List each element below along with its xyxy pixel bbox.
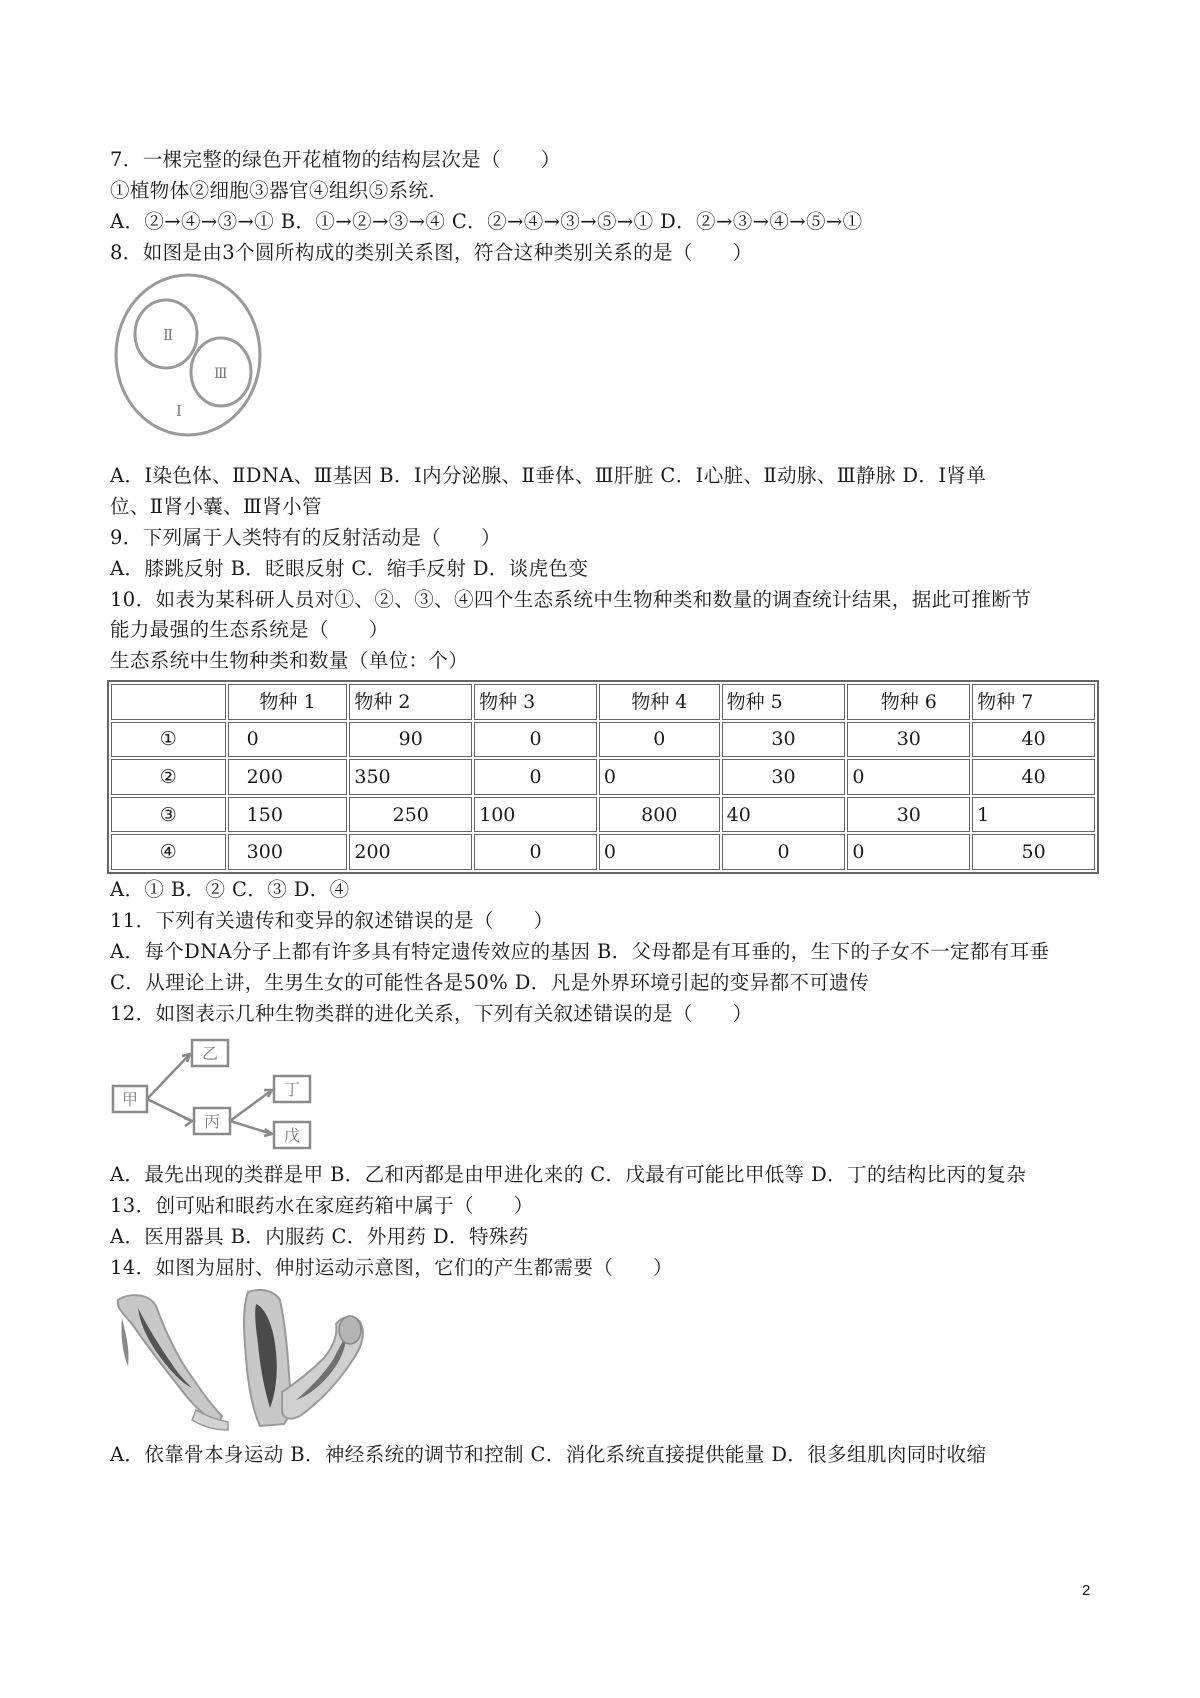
- table-cell: 30: [722, 759, 846, 795]
- q11-stem: 11．下列有关遗传和变异的叙述错误的是（ ）: [110, 909, 554, 932]
- page-number: 2: [1082, 1582, 1091, 1599]
- header-cell: 物种 5: [722, 684, 846, 720]
- table-cell: 0: [599, 759, 720, 795]
- table-row: [111, 722, 1095, 758]
- header-cell: 物种 1: [228, 684, 348, 720]
- table-cell: 0: [847, 834, 970, 870]
- table-cell: 0: [474, 834, 597, 870]
- q12-stem: 12．如图表示几种生物类群的进化关系，下列有关叙述错误的是（ ）: [110, 1002, 753, 1025]
- table-cell: 200: [228, 759, 348, 795]
- species-table: [107, 680, 1099, 874]
- table-cell: 90: [349, 722, 472, 758]
- table-row: [111, 759, 1095, 795]
- table-cell: 40: [972, 759, 1095, 795]
- node-jia: 甲: [121, 1090, 139, 1109]
- table-cell: ②: [111, 759, 226, 795]
- q13-options: A．医用器具 B．内服药 C．外用药 D．特殊药: [110, 1225, 529, 1248]
- table-cell: 30: [722, 722, 846, 758]
- table-cell: 150: [228, 797, 348, 833]
- table-cell: ③: [111, 797, 226, 833]
- header-cell: 物种 7: [972, 684, 1095, 720]
- q9-stem: 9．下列属于人类特有的反射活动是（ ）: [110, 526, 501, 549]
- table-cell: 0: [722, 834, 846, 870]
- node-bing: 丙: [203, 1112, 221, 1131]
- q12-options: A．最先出现的类群是甲 B．乙和丙都是由甲进化来的 C．戊最有可能比甲低等 D．丁的结构比丙的复杂: [110, 1163, 1027, 1186]
- table-cell: 350: [349, 759, 472, 795]
- table-cell: ④: [111, 834, 226, 870]
- table-row: [111, 834, 1095, 870]
- table-header-row: [111, 684, 1095, 720]
- table-caption: 生态系统中生物种类和数量（单位：个）: [110, 649, 469, 672]
- node-ding: 丁: [283, 1080, 301, 1099]
- circle-outer: [116, 275, 260, 435]
- q9-options: A．膝跳反射 B．眨眼反射 C．缩手反射 D．谈虎色变: [110, 557, 589, 580]
- q7-stem: 7．一棵完整的绿色开花植物的结构层次是（ ）: [110, 148, 561, 171]
- header-cell: [111, 684, 226, 720]
- header-cell: 物种 2: [349, 684, 472, 720]
- node-wu: 戊: [283, 1126, 301, 1145]
- q10-options: A．① B．② C．③ D．④: [110, 878, 350, 901]
- header-cell: 物种 3: [474, 684, 597, 720]
- q8-options-line1: A．Ⅰ染色体、ⅡDNA、Ⅲ基因 B．Ⅰ内分泌腺、Ⅱ垂体、Ⅲ肝脏 C．Ⅰ心脏、Ⅱ动脉、Ⅲ静脉 D．Ⅰ肾单: [110, 464, 987, 487]
- table-row: [111, 797, 1095, 833]
- q10-stem-line2: 能力最强的生态系统是（ ）: [110, 618, 389, 641]
- q13-stem: 13．创可贴和眼药水在家庭药箱中属于（ ）: [110, 1194, 534, 1217]
- node-yi: 乙: [201, 1044, 219, 1063]
- table-cell: 0: [228, 722, 348, 758]
- label-ii: Ⅱ: [163, 326, 174, 344]
- q14-stem: 14．如图为屈肘、伸肘运动示意图，它们的产生都需要（ ）: [110, 1256, 673, 1279]
- header-cell: 物种 6: [847, 684, 970, 720]
- label-iii: Ⅲ: [214, 366, 228, 382]
- table-cell: 0: [847, 759, 970, 795]
- q10-stem-line1: 10．如表为某科研人员对①、②、③、④四个生态系统中生物种类和数量的调查统计结果，据此可推断节: [110, 588, 1032, 611]
- q11-options-line2: C．从理论上讲，生男生女的可能性各是50% D．凡是外界环境引起的变异都不可遗传: [110, 971, 870, 994]
- table-cell: 200: [349, 834, 472, 870]
- table-cell: 250: [349, 797, 472, 833]
- q14-options: A．依靠骨本身运动 B．神经系统的调节和控制 C．消化系统直接提供能量 D．很多组肌肉同时收缩: [110, 1443, 987, 1466]
- table-cell: 40: [972, 722, 1095, 758]
- arm-movement-figure: [110, 1288, 380, 1438]
- q11-options-line1: A．每个DNA分子上都有许多具有特定遗传效应的基因 B．父母都是有耳垂的，生下的子女不一定都有耳垂: [110, 940, 1050, 963]
- table-cell: 100: [474, 797, 597, 833]
- q8-stem: 8．如图是由3个圆所构成的类别关系图，符合这种类别关系的是（ ）: [110, 241, 753, 264]
- table-cell: 50: [972, 834, 1095, 870]
- table-cell: 40: [722, 797, 846, 833]
- table-cell: 30: [847, 722, 970, 758]
- label-i: Ⅰ: [176, 402, 182, 420]
- table-cell: 1: [972, 797, 1095, 833]
- table-cell: 0: [599, 722, 720, 758]
- table-cell: 0: [599, 834, 720, 870]
- table-cell: 30: [847, 797, 970, 833]
- table-cell: 0: [474, 722, 597, 758]
- q7-items: ①植物体②细胞③器官④组织⑤系统.: [110, 179, 435, 202]
- arm-extended-illustration: [118, 1295, 228, 1430]
- table-cell: 300: [228, 834, 348, 870]
- evolution-tree-figure: [110, 1036, 320, 1152]
- header-cell: 物种 4: [599, 684, 720, 720]
- q7-options: A．②→④→③→① B．①→②→③→④ C．②→④→③→⑤→① D．②→③→④→⑤→①: [110, 210, 863, 233]
- table-cell: ①: [111, 722, 226, 758]
- table-cell: 800: [599, 797, 720, 833]
- q8-options-line2: 位、Ⅱ肾小囊、Ⅲ肾小管: [110, 495, 322, 518]
- circle-category-figure: [110, 272, 270, 440]
- table-cell: 0: [474, 759, 597, 795]
- arm-flexed-illustration: [244, 1290, 363, 1426]
